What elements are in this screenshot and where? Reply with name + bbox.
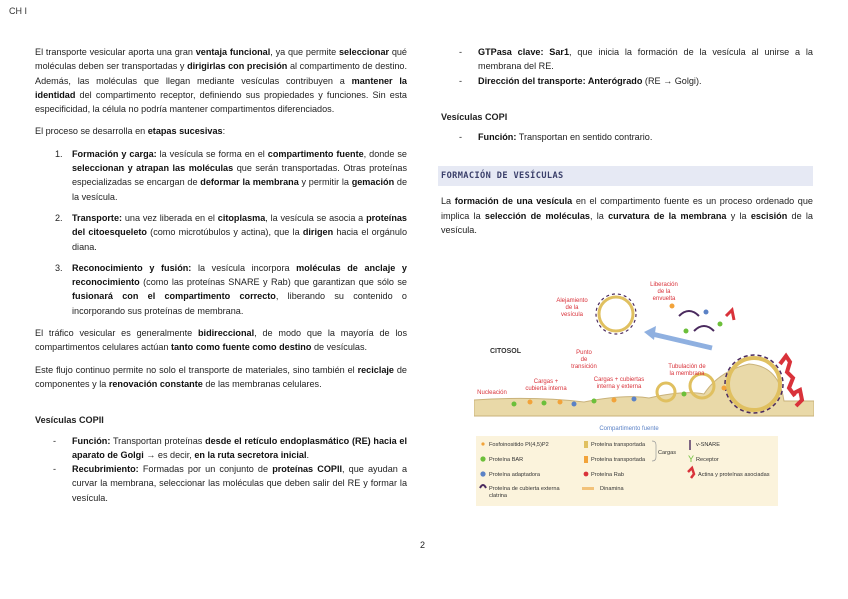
step-item: 2. Transporte: una vez liberada en el citoplasma, la vesícula se asocia a proteínas del citoesqueleto (como microtúbulos y actina), que la dirigen hacia el orgánulo diana. — [55, 212, 407, 252]
label-tubulacion: Tubulación de — [668, 364, 706, 370]
legend-transportada-1: Proteína transportada — [591, 442, 646, 448]
list-item: - Recubrimiento: Formadas por un conjunto de proteínas COPII, que ayudan a curvar la membrana, seleccionar las moléculas que deben salir del RE y formar la vesícula. — [53, 464, 408, 503]
list-item: - Función: Transportan proteínas desde el retículo endoplasmático (RE) hacia el aparato de Golgi → es decir, en la ruta secretora inicial. — [53, 435, 407, 460]
actin-mark — [780, 356, 795, 396]
svg-text:envuelta: envuelta — [652, 296, 676, 302]
label-nucleacion: Nucleación — [477, 390, 507, 396]
recycling-paragraph: Este flujo continuo permite no solo el transporte de materiales, sino también el reciclaje de componentes y la renovación constante de las membranas celulares. — [35, 364, 407, 389]
list-item: - GTPasa clave: Sar1, que inicia la formación de la vesícula al unirse a la membrana del RE. — [459, 47, 813, 72]
label-liberacion: Liberación — [650, 282, 678, 288]
step-item: 1. Formación y carga: la vesícula se forma en el compartimento fuente, donde se seleccionan y atrapan las moléculas que serán transportadas. Otras proteínas especializadas se encargan de deformar la membrana y permitir la gemación de la vesícula. — [55, 148, 407, 202]
step-item: 3. Reconocimiento y fusión: la vesícula incorpora moléculas de anclaje y reconocimiento (como las proteínas SNARE y Rab) que garantizan que sólo se fusionará con el compartimento correcto, liberando su contenido o incorporando sus proteínas de membrana. — [55, 262, 407, 316]
legend-adaptadora: Proteína adaptadora — [489, 472, 541, 478]
section-title: FORMACIÓN DE VESÍCULAS — [438, 166, 813, 186]
process-intro: El proceso se desarrolla en etapas sucesivas: — [35, 126, 226, 137]
legend-receptor: Receptor — [696, 457, 719, 463]
legend-rab: Proteína Rab — [591, 472, 624, 478]
steps-list — [35, 147, 407, 318]
transport-arrow — [652, 334, 712, 348]
svg-text:de la: de la — [565, 305, 579, 311]
svg-text:interna y externa: interna y externa — [596, 384, 642, 390]
copi-list — [441, 130, 813, 144]
legend-dinamina: Dinamina — [600, 486, 624, 492]
label-citosol: CITOSOL — [490, 348, 521, 355]
svg-text:Y: Y — [688, 454, 695, 464]
right-column — [441, 45, 813, 245]
svg-text:vesícula: vesícula — [560, 312, 584, 318]
svg-text:clatrina: clatrina — [489, 493, 508, 499]
legend-cargas: Cargas — [658, 450, 677, 456]
svg-text:de la: de la — [657, 289, 671, 295]
copii-list-cont — [441, 45, 813, 88]
label-cargas-cubierta: Cargas + — [533, 379, 559, 385]
label-punto: Punto — [576, 350, 592, 356]
svg-text:cubierta interna: cubierta interna — [525, 386, 567, 392]
copii-list — [35, 434, 407, 505]
free-vesicle — [599, 297, 633, 331]
copi-heading: Vesículas COPI — [441, 111, 508, 122]
legend-cubierta: Proteína de cubierta externa — [489, 486, 560, 492]
copii-heading: Vesículas COPII — [35, 415, 104, 426]
vesicle-formation-figure — [474, 276, 814, 516]
legend-transportada-2: Proteína transportada — [591, 457, 646, 463]
list-item: - Dirección del transporte: Anterógrado (RE → Golgi). — [459, 75, 702, 86]
label-compartimento: Compartimento fuente — [599, 426, 659, 432]
legend-actina: Actina y proteínas asociadas — [698, 472, 770, 478]
legend-bar: Proteína BAR — [489, 457, 524, 463]
page-number: 2 — [420, 540, 426, 550]
page-header: CH I — [9, 6, 27, 16]
svg-text:la membrana: la membrana — [669, 371, 705, 377]
legend-vsnare: v-SNARE — [696, 442, 720, 448]
label-alejamiento: Alejamiento — [556, 298, 588, 304]
label-cargas-cubiertas: Cargas + cubiertas — [593, 377, 645, 383]
svg-text:de: de — [580, 357, 588, 363]
legend-fosfo: Fosfoinositido PI(4,5)P2 — [489, 442, 549, 448]
released-coat — [670, 304, 735, 334]
formation-paragraph: La formación de una vesícula en el compartimento fuente es un proceso ordenado que implica la selección de moléculas, la curvatura de la membrana y la escisión de la vesícula. — [441, 196, 813, 236]
left-column — [35, 45, 407, 505]
list-item: - Función: Transportan en sentido contrario. — [459, 132, 653, 143]
bidirectional-paragraph: El tráfico vesicular es generalmente bidireccional, de modo que la mayoría de los compartimentos celulares actúan tanto como fuente como destino de vesículas. — [35, 328, 407, 353]
intro-paragraph: El transporte vesicular aporta una gran ventaja funcional, ya que permite seleccionar qué moléculas deben ser transportadas y dirigirlas con precisión al compartimento de destino. Además, las moléculas que llegan mediante vesículas contribuyen a mantener la identidad del compartimento receptor, definiendo sus propiedades y funciones. Sin esta especificidad, la célula no podría mantener compartimentos diferenciados. — [35, 47, 407, 115]
svg-text:transición: transición — [571, 364, 597, 370]
